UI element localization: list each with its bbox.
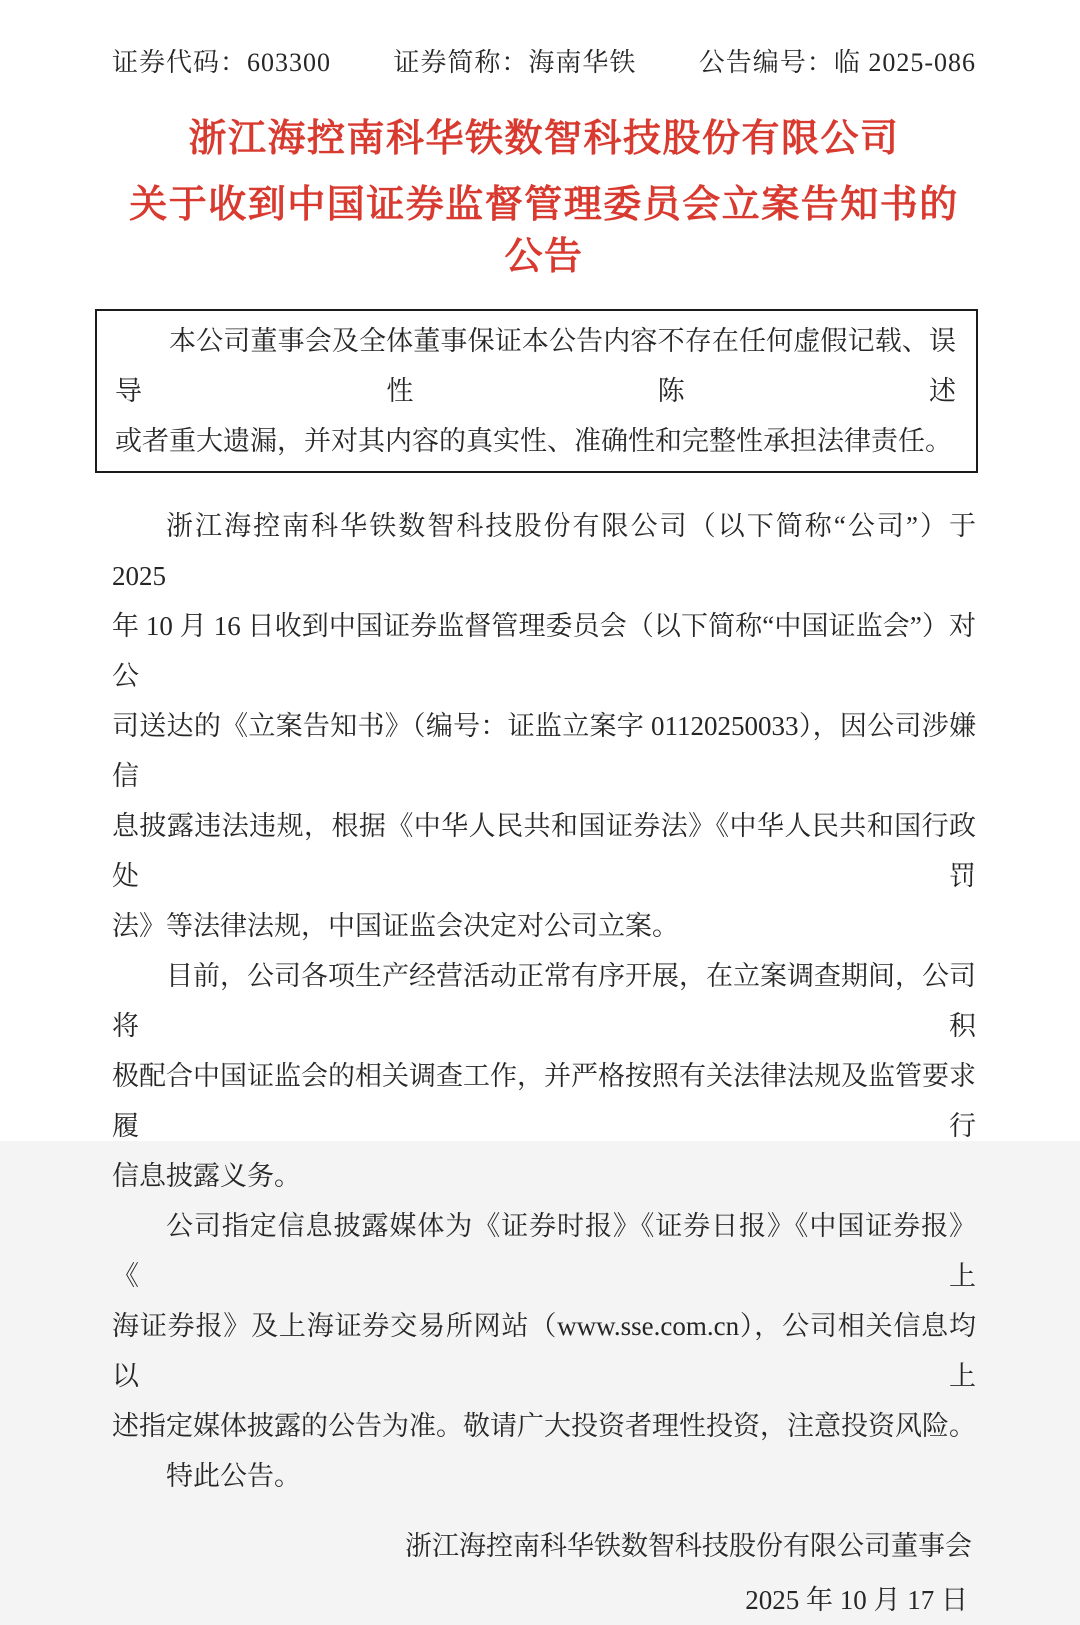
stock-name-label: 证券简称： <box>393 48 529 77</box>
signature-date: 2025 年 10 月 17 日 <box>745 1585 968 1615</box>
stock-code-label: 证券代码： <box>112 48 248 77</box>
paragraph-line: 司送达的《立案告知书》（编号：证监立案字 01120250033），因公司涉嫌信 <box>112 711 976 791</box>
paragraph-line: 极配合中国证监会的相关调查工作，并严格按照有关法律法规及监管要求履行 <box>112 1061 976 1141</box>
paragraph-line: 述指定媒体披露的公告为准。敬请广大投资者理性投资，注意投资风险。 <box>112 1411 976 1441</box>
page-title-company: 浙江海控南科华铁数智科技股份有限公司 <box>188 118 900 160</box>
disclaimer-line: 本公司董事会及全体董事保证本公告内容不存在任何虚假记载、误导性陈述 <box>115 326 956 406</box>
closing-notice-line: 特此公告。 <box>166 1461 301 1491</box>
paragraph-line: 公司指定信息披露媒体为《证券时报》《证券日报》《中国证券报》《上 <box>112 1211 976 1291</box>
disclaimer-line: 或者重大遗漏，并对其内容的真实性、准确性和完整性承担法律责任。 <box>115 426 952 456</box>
paragraph-line: 目前，公司各项生产经营活动正常有序开展，在立案调查期间，公司将积 <box>112 961 976 1041</box>
document-header <box>112 42 976 79</box>
stock-code-value: 603300 <box>247 48 332 77</box>
announcement-number-value: 临 2025-086 <box>833 48 976 77</box>
paragraph-line: 息披露违法违规，根据《中华人民共和国证券法》《中华人民共和国行政处罚 <box>112 811 976 891</box>
paragraph-line: 信息披露义务。 <box>112 1161 301 1191</box>
paragraph-line: 法》等法律法规，中国证监会决定对公司立案。 <box>112 911 679 941</box>
disclaimer-box <box>95 309 978 473</box>
announcement-number <box>699 42 976 79</box>
paragraph-line: 年 10 月 16 日收到中国证券监督管理委员会（以下简称“中国证监会”）对公 <box>112 611 976 691</box>
stock-code <box>112 42 331 79</box>
stock-short-name <box>393 42 636 79</box>
announcement-body <box>112 501 976 1501</box>
paragraph-line: 海证券报》及上海证券交易所网站（www.sse.com.cn），公司相关信息均以上 <box>112 1311 976 1391</box>
page-title-subject: 关于收到中国证券监督管理委员会立案告知书的公告 <box>129 184 959 278</box>
paragraph-line: 浙江海控南科华铁数智科技股份有限公司（以下简称“公司”）于 2025 <box>112 511 976 591</box>
board-signature: 浙江海控南科华铁数智科技股份有限公司董事会 <box>405 1531 972 1561</box>
stock-name-value: 海南华铁 <box>528 48 637 77</box>
announcement-number-label: 公告编号： <box>698 48 834 77</box>
